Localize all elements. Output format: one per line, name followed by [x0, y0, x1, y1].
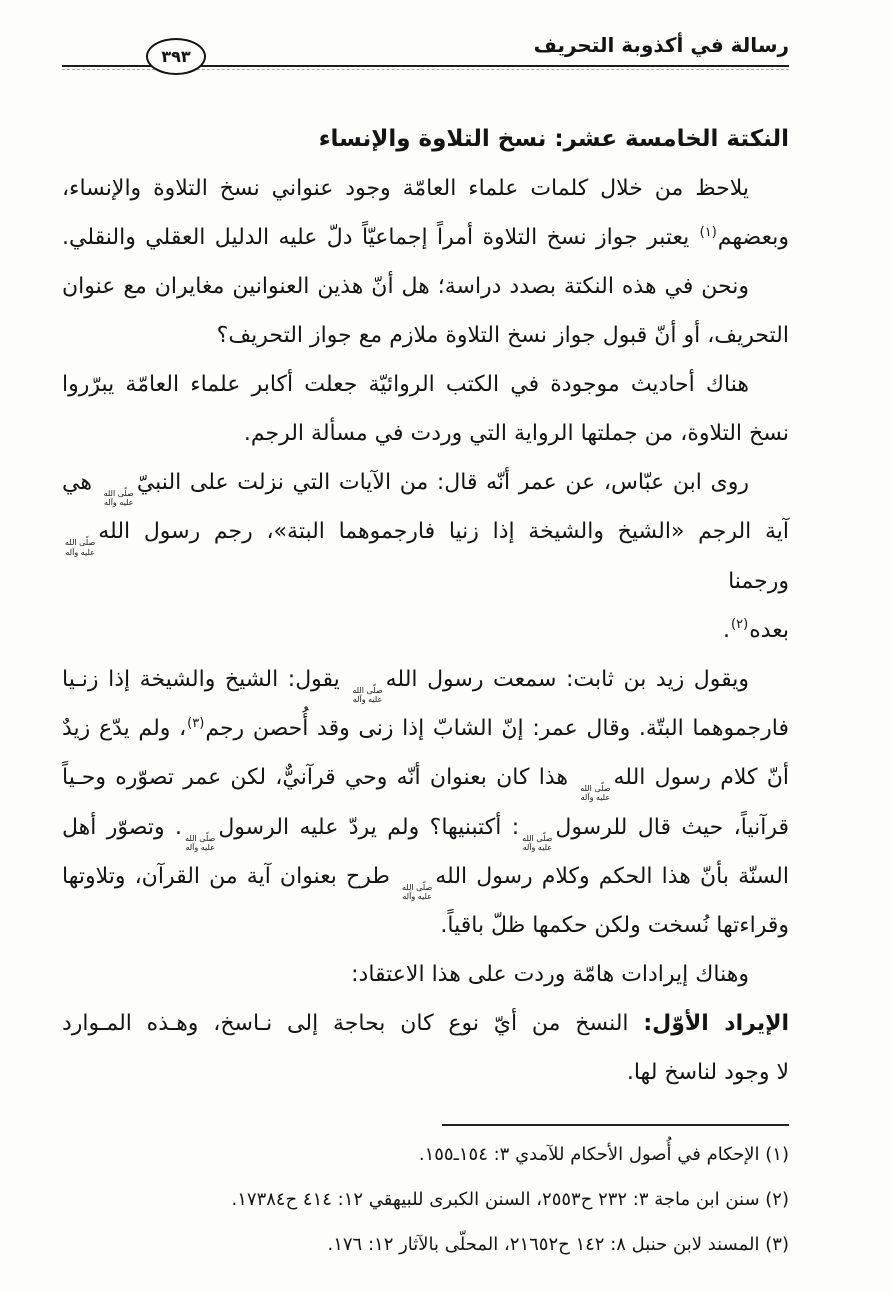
text-line: وهناك إيرادات هامّة وردت على هذا الاعتقاد:: [351, 962, 749, 988]
paragraph: [62, 262, 789, 360]
footnote-separator: [442, 1124, 789, 1126]
text-line: آية الرجم «الشيخ والشيخة إذا زنيا فارجموهما البتة»، رجم رسول الله صلّى الله عليه وآله ورجمنا: [65, 519, 789, 594]
paragraph: [62, 655, 789, 951]
header-rule: [62, 46, 789, 70]
honorific-mark: صلّى الله عليه وآله: [185, 833, 216, 852]
paragraph: [62, 360, 789, 458]
text-line: بعده$^{(٢)}$.: [723, 617, 789, 643]
honorific-mark: صلّى الله عليه وآله: [103, 489, 134, 508]
text-line: فارجموهما البتّة. وقال عمر: إنّ الشابّ إذا زنى وقد أُحصن رجم$^{(٣)}$، ولم يدّع زيدٌ: [62, 715, 789, 742]
paragraphs: [62, 164, 789, 1097]
bold-lead: الإيراد الأوّل:: [643, 1011, 789, 1037]
text-line: قرآنياً، حيث قال للرسول صلّى الله عليه وآله : أكتبنيها؟ ولم يردّ عليه الرسول صلّى الله عليه وآله . وتصوّر أهل: [62, 814, 790, 852]
book-title: رسالة في أكذوبة التحريف: [533, 33, 789, 57]
footnote-item: (١) الإحكام في أُصول الأحكام للآمدي ٣: ١٥٤ـ١٥٥.: [418, 1144, 789, 1166]
paragraph: [62, 458, 789, 655]
text-line: الإيراد الأوّل: النسخ من أيّ نوع كان بحاجة إلى نـاسخ، وهـذه المـوارد: [62, 1011, 789, 1037]
honorific-mark: صلّى الله عليه وآله: [580, 784, 611, 803]
text-line: هناك أحاديث موجودة في الكتب الروائيّة جعلت أكابر علماء العامّة يبرّروا: [62, 372, 749, 397]
text-line: ويقول زيد بن ثابت: سمعت رسول الله صلّى الله عليه وآله يقول: الشيخ والشيخة إذا زنـيا: [62, 666, 749, 704]
section-heading: النكتة الخامسة عشر: نسخ التلاوة والإنساء: [318, 126, 789, 152]
page-body: [0, 115, 891, 1097]
paragraph: [62, 950, 789, 999]
footnote-ref: (١): [699, 224, 717, 240]
footnote-ref: (٣): [187, 715, 205, 731]
paragraph: [62, 164, 789, 262]
page-number: ٣٩٣: [161, 46, 191, 66]
honorific-mark: صلّى الله عليه وآله: [402, 882, 433, 902]
paragraph: [62, 999, 789, 1097]
footnote-item: (٣) المسند لابن حنبل ٨: ١٤٢ ح٢١٦٥٢، المحلّى بالآثار ١٢: ١٧٦.: [327, 1234, 789, 1256]
text-line: نسخ التلاوة، من جملتها الرواية التي وردت في مسألة الرجم.: [243, 421, 789, 446]
text-line: السنّة بأنّ هذا الحكم وكلام رسول الله صلّى الله عليه وآله طرح بعنوان آية من القرآن، وتلاوتها: [62, 863, 789, 902]
page-number-badge: [146, 38, 206, 75]
footnote-item: (٢) سنن ابن ماجة ٣: ٢٣٢ ح٢٥٥٣، السنن الكبرى للبيهقي ١٢: ٤١٤ ح١٧٣٨٤.: [231, 1189, 789, 1211]
text-line: أنّ كلام رسول الله صلّى الله عليه وآله هذا كان بعنوان أنّه وحي قرآنيٌّ، لكن عمر تصوّره وحـياً: [62, 765, 789, 803]
text-line: لا وجود لناسخ لها.: [626, 1060, 789, 1086]
honorific-mark: صلّى الله عليه وآله: [522, 833, 553, 852]
text-line: التحريف، أو أنّ قبول جواز نسخ التلاوة ملازم مع جواز التحريف؟: [216, 323, 789, 348]
text-line: وقراءتها نُسخت ولكن حكمها ظلّ باقياً.: [440, 913, 789, 939]
text-line: يلاحظ من خلال كلمات علماء العامّة وجود عنواني نسخ التلاوة والإنساء،: [62, 176, 749, 201]
footnote-ref: (٢): [731, 617, 749, 633]
text-line: روى ابن عبّاس، عن عمر أنّه قال: من الآيات التي نزلت على النبيّ صلّى الله عليه وآله هي: [62, 470, 750, 508]
text-line: ونحن في هذه النكتة بصدد دراسة؛ هل أنّ هذين العنوانين مغايران مع عنوان: [62, 274, 749, 299]
honorific-mark: صلّى الله عليه وآله: [65, 538, 96, 557]
text-line: وبعضهم$^{(١)}$ يعتبر جواز نسخ التلاوة أمراً إجماعيّاً دلّ عليه الدليل العقلي والنقلي.: [62, 224, 789, 250]
footnotes: [0, 1124, 891, 1267]
honorific-mark: صلّى الله عليه وآله: [352, 685, 383, 704]
page-header: [0, 0, 891, 70]
footnote-list: [62, 1132, 789, 1267]
